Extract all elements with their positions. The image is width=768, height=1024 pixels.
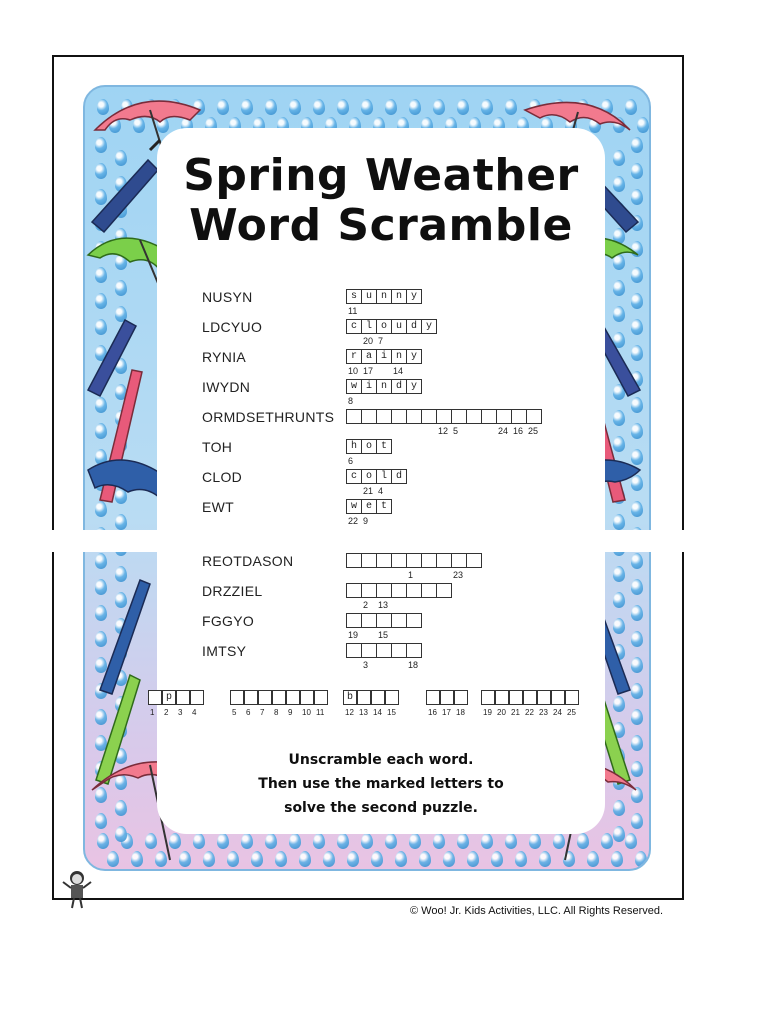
scrambled-word: REOTDASON (202, 553, 294, 569)
letter-box[interactable] (451, 409, 467, 424)
word-row (202, 349, 602, 379)
clue-number: 21 (363, 486, 374, 496)
final-clue-number: 11 (316, 708, 325, 717)
scrambled-word: TOH (202, 439, 233, 455)
instruction-line-1: Unscramble each word. (288, 752, 474, 768)
word-row (202, 409, 602, 439)
word-row (202, 553, 602, 583)
final-clue-number: 22 (525, 708, 534, 717)
letter-box[interactable] (376, 553, 392, 568)
letter-box[interactable]: i (376, 349, 392, 364)
final-clue-number: 2 (164, 708, 169, 717)
letter-box[interactable] (391, 613, 407, 628)
word-row (202, 469, 602, 499)
letter-box[interactable]: c (346, 319, 362, 334)
letter-box[interactable] (346, 553, 362, 568)
closed-umbrella-icon (100, 580, 150, 694)
final-clue-number: 24 (553, 708, 562, 717)
letter-box[interactable] (361, 583, 377, 598)
final-letter-box[interactable] (385, 690, 399, 705)
clue-number: 10 (348, 366, 359, 376)
letter-box[interactable]: y (421, 319, 437, 334)
clue-number: 4 (378, 486, 384, 496)
letter-box[interactable]: u (361, 289, 377, 304)
final-letter-box[interactable] (551, 690, 565, 705)
clue-number: 15 (378, 630, 389, 640)
letter-box[interactable] (346, 583, 362, 598)
answer-boxes (346, 613, 421, 628)
clue-number: 19 (348, 630, 359, 640)
letter-box[interactable] (421, 553, 437, 568)
answer-boxes (346, 379, 421, 394)
letter-box[interactable]: n (391, 289, 407, 304)
final-letter-box[interactable]: p (162, 690, 176, 705)
letter-box[interactable] (436, 553, 452, 568)
final-clue-number: 6 (246, 708, 251, 717)
letter-box[interactable]: w (346, 499, 362, 514)
scrambled-word: EWT (202, 499, 235, 515)
letter-box[interactable]: l (376, 469, 392, 484)
letter-box[interactable]: o (376, 319, 392, 334)
word-row (202, 643, 602, 673)
clue-number: 12 (438, 426, 449, 436)
final-letter-box[interactable]: b (343, 690, 357, 705)
scrambled-word: NUSYN (202, 289, 253, 305)
clue-number: 14 (393, 366, 404, 376)
letter-box[interactable]: t (376, 499, 392, 514)
letter-box[interactable] (391, 643, 407, 658)
clue-number: 1 (408, 570, 414, 580)
letter-box[interactable]: n (376, 289, 392, 304)
final-letter-box[interactable] (426, 690, 440, 705)
page-title-line-2: Word Scramble (189, 200, 573, 251)
final-letter-box[interactable] (286, 690, 300, 705)
letter-box[interactable] (361, 409, 377, 424)
final-clue-number: 7 (260, 708, 265, 717)
scrambled-word: LDCYUO (202, 319, 263, 335)
word-row (202, 613, 602, 643)
letter-box[interactable]: n (391, 349, 407, 364)
letter-box[interactable] (391, 553, 407, 568)
final-clue-number: 14 (373, 708, 382, 717)
letter-box[interactable] (376, 643, 392, 658)
final-letter-box[interactable] (481, 690, 495, 705)
clue-number: 7 (378, 336, 384, 346)
clue-number: 8 (348, 396, 354, 406)
answer-boxes (346, 319, 436, 334)
letter-box[interactable] (421, 409, 437, 424)
final-letter-box[interactable] (272, 690, 286, 705)
final-letter-box[interactable] (537, 690, 551, 705)
letter-box[interactable] (511, 409, 527, 424)
scrambled-word: ORMDSETHRUNTS (202, 409, 335, 425)
letter-box[interactable]: s (346, 289, 362, 304)
letter-box[interactable] (496, 409, 512, 424)
clue-number: 3 (363, 660, 369, 670)
final-letter-box[interactable] (300, 690, 314, 705)
clue-number: 25 (528, 426, 539, 436)
clue-number: 22 (348, 516, 359, 526)
letter-box[interactable] (436, 583, 452, 598)
letter-box[interactable] (466, 409, 482, 424)
answer-boxes (346, 643, 421, 658)
clue-number: 2 (363, 600, 369, 610)
letter-box[interactable] (481, 409, 497, 424)
scrambled-word: IMTSY (202, 643, 247, 659)
final-letter-box[interactable] (495, 690, 509, 705)
final-clue-number: 21 (511, 708, 520, 717)
letter-box[interactable] (361, 553, 377, 568)
word-row (202, 499, 602, 529)
answer-boxes (346, 349, 421, 364)
answer-boxes (346, 553, 481, 568)
mascot-logo-icon (60, 868, 94, 910)
final-letter-box[interactable] (314, 690, 328, 705)
clue-number: 23 (453, 570, 464, 580)
letter-box[interactable] (421, 583, 437, 598)
word-row (202, 583, 602, 613)
clue-number: 11 (348, 306, 358, 316)
final-clue-number: 3 (178, 708, 183, 717)
answer-boxes (346, 499, 391, 514)
letter-box[interactable]: w (346, 379, 362, 394)
answer-boxes (346, 583, 451, 598)
letter-box[interactable] (466, 553, 482, 568)
final-clue-number: 1 (150, 708, 155, 717)
letter-box[interactable]: y (406, 379, 422, 394)
final-clue-number: 18 (456, 708, 465, 717)
final-letter-box[interactable] (230, 690, 244, 705)
letter-box[interactable] (391, 583, 407, 598)
scrambled-word: FGGYO (202, 613, 255, 629)
copyright-text: © Woo! Jr. Kids Activities, LLC. All Rights Reserved. (410, 905, 664, 917)
word-row (202, 379, 602, 409)
final-clue-number: 16 (428, 708, 437, 717)
final-clue-number: 23 (539, 708, 548, 717)
letter-box[interactable] (346, 613, 362, 628)
letter-box[interactable] (376, 409, 392, 424)
letter-box[interactable] (406, 613, 422, 628)
clue-number: 24 (498, 426, 509, 436)
letter-box[interactable]: h (346, 439, 362, 454)
clue-number: 20 (363, 336, 374, 346)
letter-box[interactable]: o (361, 439, 377, 454)
clue-number: 17 (363, 366, 374, 376)
letter-box[interactable] (346, 409, 362, 424)
letter-box[interactable] (406, 553, 422, 568)
final-clue-number: 20 (497, 708, 506, 717)
final-letter-box[interactable] (258, 690, 272, 705)
final-clue-number: 17 (442, 708, 451, 717)
clue-number: 16 (513, 426, 524, 436)
final-letter-box[interactable] (565, 690, 579, 705)
final-clue-number: 19 (483, 708, 492, 717)
letter-box[interactable] (406, 583, 422, 598)
final-letter-box[interactable] (371, 690, 385, 705)
letter-box[interactable]: o (361, 469, 377, 484)
letter-box[interactable]: i (361, 379, 377, 394)
final-clue-number: 5 (232, 708, 237, 717)
scrambled-word: DRZZIEL (202, 583, 263, 599)
final-clue-number: 15 (387, 708, 396, 717)
letter-box[interactable]: c (346, 469, 362, 484)
closed-umbrella-icon (92, 140, 160, 232)
letter-box[interactable]: d (406, 319, 422, 334)
letter-box[interactable]: d (391, 469, 407, 484)
final-letter-box[interactable] (190, 690, 204, 705)
letter-box[interactable] (376, 613, 392, 628)
word-row (202, 319, 602, 349)
final-clue-number: 10 (302, 708, 311, 717)
page-title-line-1: Spring Weather (183, 150, 579, 201)
letter-box[interactable]: t (376, 439, 392, 454)
letter-box[interactable]: d (391, 379, 407, 394)
letter-box[interactable] (346, 643, 362, 658)
letter-box[interactable] (361, 613, 377, 628)
instruction-line-3: solve the second puzzle. (284, 800, 478, 816)
final-letter-box[interactable] (509, 690, 523, 705)
final-letter-box[interactable] (357, 690, 371, 705)
letter-box[interactable]: y (406, 289, 422, 304)
final-letter-box[interactable] (440, 690, 454, 705)
letter-box[interactable]: e (361, 499, 377, 514)
answer-boxes (346, 469, 406, 484)
scrambled-word: CLOD (202, 469, 243, 485)
scrambled-word: RYNIA (202, 349, 247, 365)
answer-boxes (346, 439, 391, 454)
letter-box[interactable] (361, 643, 377, 658)
answer-boxes (346, 409, 541, 424)
letter-box[interactable]: u (391, 319, 407, 334)
letter-box[interactable] (526, 409, 542, 424)
letter-box[interactable] (451, 553, 467, 568)
letter-box[interactable] (406, 409, 422, 424)
page-break-gap (0, 530, 768, 552)
clue-number: 5 (453, 426, 459, 436)
final-letter-box[interactable] (176, 690, 190, 705)
letter-box[interactable]: n (376, 379, 392, 394)
final-letter-box[interactable] (244, 690, 258, 705)
letter-box[interactable]: y (406, 349, 422, 364)
final-clue-number: 8 (274, 708, 279, 717)
letter-box[interactable] (436, 409, 452, 424)
letter-box[interactable]: l (361, 319, 377, 334)
letter-box[interactable]: a (361, 349, 377, 364)
final-clue-number: 12 (345, 708, 354, 717)
word-row (202, 289, 602, 319)
letter-box[interactable] (391, 409, 407, 424)
clue-number: 13 (378, 600, 389, 610)
letter-box[interactable] (406, 643, 422, 658)
final-clue-number: 13 (359, 708, 368, 717)
answer-boxes (346, 289, 421, 304)
final-clue-number: 25 (567, 708, 576, 717)
scrambled-word: IWYDN (202, 379, 251, 395)
final-clue-number: 9 (288, 708, 293, 717)
final-puzzle (0, 690, 768, 720)
letter-box[interactable] (376, 583, 392, 598)
clue-number: 6 (348, 456, 354, 466)
clue-number: 18 (408, 660, 419, 670)
final-letter-box[interactable] (148, 690, 162, 705)
final-letter-box[interactable] (523, 690, 537, 705)
final-clue-number: 4 (192, 708, 197, 717)
final-letter-box[interactable] (454, 690, 468, 705)
letter-box[interactable]: r (346, 349, 362, 364)
word-row (202, 439, 602, 469)
instruction-line-2: Then use the marked letters to (258, 776, 504, 792)
clue-number: 9 (363, 516, 369, 526)
